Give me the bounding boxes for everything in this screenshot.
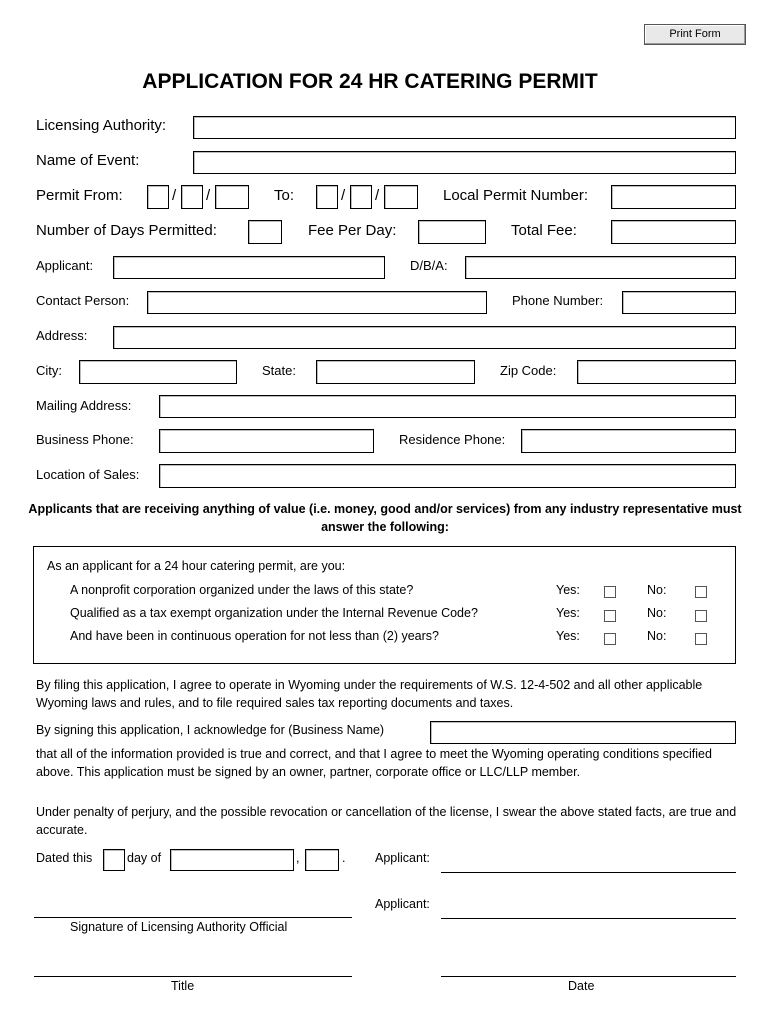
date-line[interactable]: [441, 976, 736, 977]
dated-month-field[interactable]: [170, 849, 294, 871]
no-label: No:: [647, 629, 667, 643]
signing-conditions-text: that all of the information provided is true and correct, and that I agree to meet the Wyoming operating conditions specified above. This application must be signed by an owner, partner, corporate office or LLC/LLP member.: [36, 747, 712, 779]
licensing-authority-label: Licensing Authority:: [36, 117, 167, 134]
total-fee-field[interactable]: [611, 220, 736, 244]
phone-number-field[interactable]: [622, 291, 736, 314]
permit-from-year-field[interactable]: [215, 185, 249, 209]
tax-exempt-yes-checkbox[interactable]: [604, 610, 616, 622]
dba-field[interactable]: [465, 256, 736, 279]
yes-label: Yes:: [556, 629, 580, 643]
signing-acknowledgement-text: By signing this application, I acknowledge for (Business Name): [36, 723, 385, 737]
no-label: No:: [647, 606, 667, 620]
nonprofit-no-checkbox[interactable]: [695, 586, 707, 598]
nonprofit-yes-checkbox[interactable]: [604, 586, 616, 598]
applicant-signature-line-1[interactable]: [441, 872, 736, 873]
business-phone-label: Business Phone:: [36, 432, 134, 447]
date-separator: /: [172, 187, 177, 204]
day-of-label: day of: [127, 851, 162, 865]
permit-from-day-field[interactable]: [181, 185, 203, 209]
contact-person-field[interactable]: [147, 291, 487, 314]
continuous-yes-checkbox[interactable]: [604, 633, 616, 645]
zip-code-label: Zip Code:: [500, 363, 557, 378]
dated-year-field[interactable]: [305, 849, 339, 871]
location-of-sales-field[interactable]: [159, 464, 736, 488]
zip-code-field[interactable]: [577, 360, 736, 384]
business-name-field[interactable]: [430, 721, 736, 744]
fee-per-day-label: Fee Per Day:: [308, 222, 397, 239]
print-form-button[interactable]: Print Form: [644, 24, 746, 45]
contact-person-label: Contact Person:: [36, 293, 130, 308]
state-label: State:: [262, 363, 296, 378]
applicant-label: Applicant:: [36, 258, 94, 273]
permit-to-day-field[interactable]: [350, 185, 372, 209]
continuous-no-checkbox[interactable]: [695, 633, 707, 645]
page-title: APPLICATION FOR 24 HR CATERING PERMIT: [142, 70, 598, 93]
question-continuous-operation: And have been in continuous operation for not less than (2) years?: [70, 629, 439, 643]
perjury-statement-text: Under penalty of perjury, and the possible revocation or cancellation of the license, I swear the above stated facts, are true and accurate.: [36, 805, 737, 837]
dated-this-label: Dated this: [36, 851, 93, 865]
days-permitted-field[interactable]: [248, 220, 282, 244]
comma: ,: [296, 851, 300, 865]
yes-label: Yes:: [556, 606, 580, 620]
state-field[interactable]: [316, 360, 475, 384]
local-permit-number-field[interactable]: [611, 185, 736, 209]
to-label: To:: [274, 187, 295, 204]
local-permit-number-label: Local Permit Number:: [443, 187, 589, 204]
permit-from-month-field[interactable]: [147, 185, 169, 209]
question-tax-exempt: Qualified as a tax exempt organization under the Internal Revenue Code?: [70, 606, 478, 620]
period: .: [342, 851, 346, 865]
total-fee-label: Total Fee:: [511, 222, 577, 239]
location-of-sales-label: Location of Sales:: [36, 467, 140, 482]
permit-from-label: Permit From:: [36, 187, 123, 204]
applicant-signature-label-2: Applicant:: [375, 897, 430, 911]
city-field[interactable]: [79, 360, 237, 384]
business-phone-field[interactable]: [159, 429, 374, 453]
date-separator: /: [375, 187, 380, 204]
tax-exempt-no-checkbox[interactable]: [695, 610, 707, 622]
city-label: City:: [36, 363, 62, 378]
official-signature-label: Signature of Licensing Authority Official: [70, 920, 288, 934]
date-separator: /: [341, 187, 346, 204]
applicant-signature-line-2[interactable]: [441, 918, 736, 919]
applicant-signature-label-1: Applicant:: [375, 851, 430, 865]
address-field[interactable]: [113, 326, 736, 349]
industry-notice: Applicants that are receiving anything of value (i.e. money, good and/or services) from any industry representative must answer the following:: [28, 502, 742, 534]
filing-agreement-text: By filing this application, I agree to operate in Wyoming under the requirements of W.S. 12-4-502 and all other applicable Wyoming laws and rules, and to file required sales tax reporting documents and taxes.: [36, 678, 703, 710]
date-label: Date: [568, 979, 595, 993]
date-separator: /: [206, 187, 211, 204]
title-label: Title: [171, 979, 195, 993]
applicant-field[interactable]: [113, 256, 385, 279]
residence-phone-field[interactable]: [521, 429, 736, 453]
fee-per-day-field[interactable]: [418, 220, 486, 244]
permit-to-year-field[interactable]: [384, 185, 418, 209]
address-label: Address:: [36, 328, 88, 343]
name-of-event-label: Name of Event:: [36, 152, 140, 169]
residence-phone-label: Residence Phone:: [399, 432, 506, 447]
no-label: No:: [647, 583, 667, 597]
dated-day-field[interactable]: [103, 849, 125, 871]
official-signature-line[interactable]: [34, 917, 352, 918]
permit-to-month-field[interactable]: [316, 185, 338, 209]
phone-number-label: Phone Number:: [512, 293, 604, 308]
question-nonprofit: A nonprofit corporation organized under the laws of this state?: [70, 583, 414, 597]
questions-intro: As an applicant for a 24 hour catering permit, are you:: [47, 559, 346, 573]
dba-label: D/B/A:: [410, 258, 448, 273]
yes-label: Yes:: [556, 583, 580, 597]
mailing-address-label: Mailing Address:: [36, 398, 132, 413]
mailing-address-field[interactable]: [159, 395, 736, 418]
days-permitted-label: Number of Days Permitted:: [36, 222, 217, 239]
licensing-authority-field[interactable]: [193, 116, 736, 139]
title-line[interactable]: [34, 976, 352, 977]
name-of-event-field[interactable]: [193, 151, 736, 174]
